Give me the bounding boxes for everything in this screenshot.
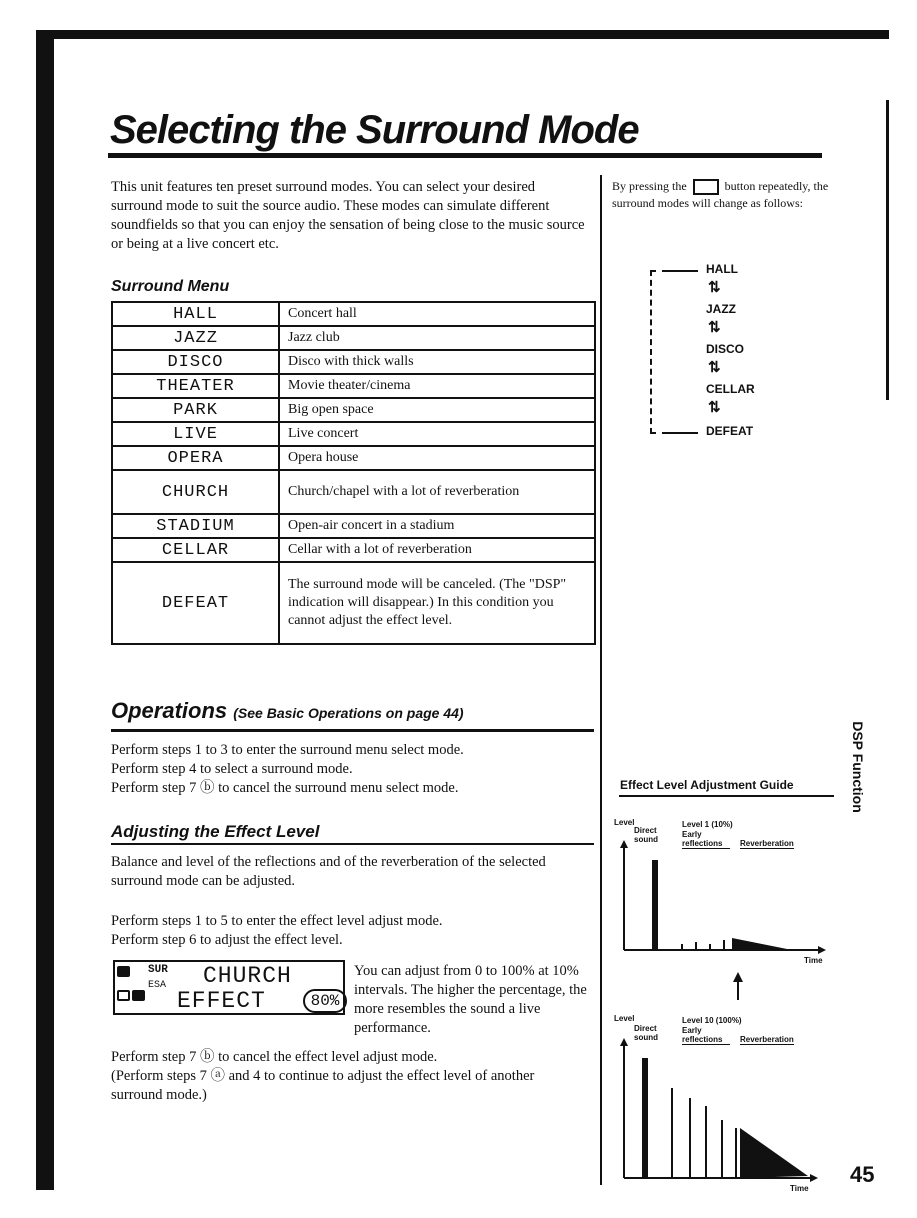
left-bar xyxy=(36,30,54,1190)
menu-row xyxy=(112,350,595,374)
mode-cycle-diagram xyxy=(648,262,788,442)
menu-mode-name: JAZZ xyxy=(112,326,279,350)
menu-mode-description: Movie theater/cinema xyxy=(279,374,595,398)
menu-mode-name: THEATER xyxy=(112,374,279,398)
up-down-arrow-icon: ⇅ xyxy=(708,319,721,336)
up-down-arrow-icon: ⇅ xyxy=(708,399,721,416)
adjust-step-line: Perform step 6 to adjust the effect level. xyxy=(111,932,343,948)
menu-mode-name: DISCO xyxy=(112,350,279,374)
menu-mode-name: CELLAR xyxy=(112,538,279,562)
menu-mode-description: Big open space xyxy=(279,398,595,422)
graph-2-reverb: Reverberation xyxy=(740,1035,794,1044)
menu-mode-description: Open-air concert in a stadium xyxy=(279,514,595,538)
surround-menu-table xyxy=(111,301,596,645)
guide-rule xyxy=(619,795,834,797)
menu-mode-name: DEFEAT xyxy=(112,562,279,644)
operations-text xyxy=(111,741,591,798)
display-description: You can adjust from 0 to 100% at 10% intervals. The higher the percentage, the more resembles the sound a live performance. xyxy=(354,963,587,1036)
menu-mode-name: LIVE xyxy=(112,422,279,446)
speaker-grid-icon xyxy=(117,966,149,1010)
right-edge-mark xyxy=(886,100,889,400)
menu-mode-name: OPERA xyxy=(112,446,279,470)
graph-1-early: Early reflections xyxy=(682,830,730,849)
menu-row xyxy=(112,374,595,398)
adjust-step-line: Perform steps 1 to 5 to enter the effect level adjust mode. xyxy=(111,913,443,929)
page-number: 45 xyxy=(850,1162,875,1187)
column-divider xyxy=(600,175,602,1185)
menu-mode-name: CHURCH xyxy=(112,470,279,514)
menu-row xyxy=(112,446,595,470)
menu-mode-description: The surround mode will be canceled. (The "DSP" indication will disappear.) In this condition you cannot adjust the effect level. xyxy=(279,562,595,644)
operations-title: Operations xyxy=(111,698,228,723)
cycle-item: DISCO xyxy=(706,342,745,356)
cancel-step-line: Perform step 7 ⓑ to cancel the effect level adjust mode. xyxy=(111,1049,438,1065)
cycle-item: JAZZ xyxy=(706,302,736,316)
graph-1-reverb: Reverberation xyxy=(740,839,794,848)
cycle-item: CELLAR xyxy=(706,382,755,396)
operations-heading xyxy=(111,698,464,724)
graph-1-level-axis: Level xyxy=(614,818,635,827)
graph-2-direct: Direct sound xyxy=(634,1024,658,1042)
cycle-arrow-line xyxy=(668,432,698,434)
display-effect: EFFECT xyxy=(177,988,266,1014)
display-sur: SUR xyxy=(148,964,168,976)
mode-button-icon xyxy=(693,179,719,195)
menu-row xyxy=(112,470,595,514)
mode-button-intro xyxy=(612,178,852,211)
adjust-rule xyxy=(111,843,594,845)
menu-mode-description: Church/chapel with a lot of reverberation xyxy=(279,470,595,514)
up-down-arrow-icon: ⇅ xyxy=(708,279,721,296)
display-level: 80% xyxy=(303,989,347,1013)
menu-mode-description: Concert hall xyxy=(279,302,595,326)
operations-rule xyxy=(111,729,594,732)
menu-mode-description: Cellar with a lot of reverberation xyxy=(279,538,595,562)
effect-graph-level-10 xyxy=(612,1014,832,1196)
top-rule xyxy=(36,30,889,39)
adjust-paragraph: Balance and level of the reflections and of the reverberation of the selected surround mode can be adjusted. xyxy=(111,854,546,889)
menu-row xyxy=(112,302,595,326)
cancel-steps xyxy=(111,1048,589,1105)
graph-1-direct: Direct sound xyxy=(634,826,658,844)
menu-mode-description: Opera house xyxy=(279,446,595,470)
graph-1-time-axis: Time xyxy=(804,956,823,965)
intro-post: button repeatedly, the surround modes will change as follows: xyxy=(612,179,829,211)
menu-mode-description: Jazz club xyxy=(279,326,595,350)
graph-2-time-axis: Time xyxy=(790,1184,809,1193)
section-tab xyxy=(838,712,878,822)
surround-menu-heading: Surround Menu xyxy=(111,278,230,295)
cycle-item: HALL xyxy=(706,262,738,276)
section-tab-label: DSP Function xyxy=(850,721,866,813)
effect-graph-level-1 xyxy=(612,818,832,1000)
menu-mode-name: STADIUM xyxy=(112,514,279,538)
cancel-step-line: (Perform steps 7 ⓐ and 4 to continue to adjust the effect level of another surround mode.) xyxy=(111,1068,535,1103)
cycle-item: DEFEAT xyxy=(706,424,754,438)
menu-row xyxy=(112,422,595,446)
title-rule xyxy=(108,153,822,158)
graph-2-level-value: Level 10 (100%) xyxy=(682,1016,742,1025)
graph-1-level-value: Level 1 (10%) xyxy=(682,820,733,829)
page-title: Selecting the Surround Mode xyxy=(110,108,639,152)
menu-row xyxy=(112,562,595,644)
menu-row xyxy=(112,538,595,562)
intro-paragraph: This unit features ten preset surround modes. You can select your desired surround mode to suit the source audio. These modes can simulate different soundfields so that you can enjoy the sensation of being close to the music source or being at a live concert etc. xyxy=(111,179,585,252)
operations-note: (See Basic Operations on page 44) xyxy=(233,705,464,721)
adjust-heading: Adjusting the Effect Level xyxy=(111,822,320,841)
menu-mode-name: PARK xyxy=(112,398,279,422)
graph-2-early: Early reflections xyxy=(682,1026,730,1045)
menu-row xyxy=(112,398,595,422)
display-mode: CHURCH xyxy=(203,963,292,989)
menu-row xyxy=(112,326,595,350)
cycle-arrow-line xyxy=(668,270,698,272)
operations-line: Perform step 4 to select a surround mode. xyxy=(111,761,353,777)
adjust-steps xyxy=(111,912,589,950)
cycle-bracket xyxy=(650,270,668,434)
operations-line: Perform step 7 ⓑ to cancel the surround menu select mode. xyxy=(111,780,459,796)
menu-mode-description: Live concert xyxy=(279,422,595,446)
graph-2-level-axis: Level xyxy=(614,1014,635,1023)
guide-title: Effect Level Adjustment Guide xyxy=(620,778,794,792)
lcd-display xyxy=(113,960,345,1015)
menu-row xyxy=(112,514,595,538)
menu-mode-description: Disco with thick walls xyxy=(279,350,595,374)
up-down-arrow-icon: ⇅ xyxy=(708,359,721,376)
menu-mode-name: HALL xyxy=(112,302,279,326)
intro-pre: By pressing the xyxy=(612,179,687,193)
display-esa: ESA xyxy=(148,980,167,991)
operations-line: Perform steps 1 to 3 to enter the surround menu select mode. xyxy=(111,742,464,758)
